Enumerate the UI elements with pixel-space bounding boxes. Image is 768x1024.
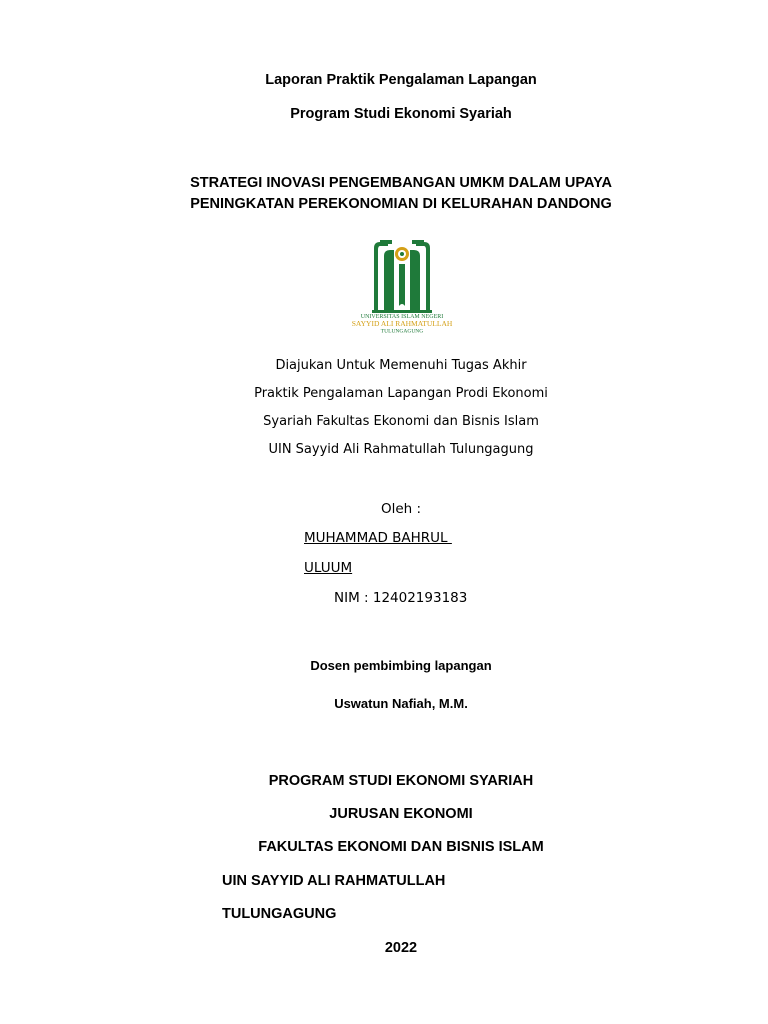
footer-university-line-1: UIN SAYYID ALI RAHMATULLAH <box>222 873 446 889</box>
title-line-1: STRATEGI INOVASI PENGEMBANGAN UMKM DALAM UPAYA <box>190 175 612 191</box>
title-line-2: PENINGKATAN PEREKONOMIAN DI KELURAHAN DANDONG <box>190 196 612 212</box>
report-type-heading: Laporan Praktik Pengalaman Lapangan <box>265 72 537 88</box>
university-logo <box>344 238 460 334</box>
submission-line-2: Praktik Pengalaman Lapangan Prodi Ekonomi <box>254 386 548 401</box>
logo-text-line-3: TULUNGAGUNG <box>380 328 424 334</box>
logo-top-left <box>380 240 392 244</box>
logo-inner-right <box>410 250 420 312</box>
logo-top-right <box>412 240 424 244</box>
footer-department: JURUSAN EKONOMI <box>329 806 473 822</box>
footer-university-line-2: TULUNGAGUNG <box>222 906 337 922</box>
submission-line-3: Syariah Fakultas Ekonomi dan Bisnis Islam <box>263 414 539 429</box>
logo-base <box>372 310 432 313</box>
supervisor-label: Dosen pembimbing lapangan <box>310 658 492 673</box>
logo-inner-left <box>384 250 394 312</box>
supervisor-name: Uswatun Nafiah, M.M. <box>334 696 468 711</box>
submission-line-1: Diajukan Untuk Memenuhi Tugas Akhir <box>275 358 527 373</box>
footer-study-program: PROGRAM STUDI EKONOMI SYARIAH <box>268 773 534 789</box>
study-program-heading: Program Studi Ekonomi Syariah <box>290 106 512 122</box>
author-name-line-1: MUHAMMAD BAHRUL <box>304 530 452 546</box>
author-by-label: Oleh : <box>380 501 422 517</box>
logo-emblem-core <box>400 252 404 256</box>
logo-text-line-2: SAYYID ALI RAHMATULLAH <box>351 319 453 328</box>
author-name-line-2: ULUUM <box>304 560 353 576</box>
author-nim: NIM : 12402193183 <box>334 590 468 606</box>
document-title <box>0 173 768 215</box>
footer-year: 2022 <box>384 940 418 956</box>
submission-line-4: UIN Sayyid Ali Rahmatullah Tulungagung <box>268 442 534 457</box>
logo-text-line-1: UNIVERSITAS ISLAM NEGERI <box>360 314 444 320</box>
footer-faculty: FAKULTAS EKONOMI DAN BISNIS ISLAM <box>258 839 544 855</box>
